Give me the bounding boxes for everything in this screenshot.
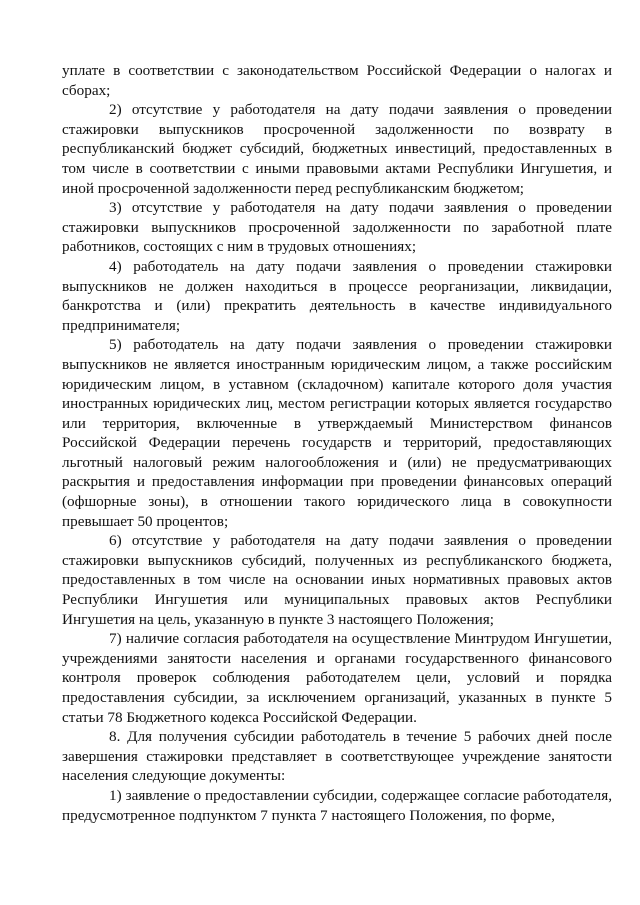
paragraph-continuation: уплате в соответствии с законодательством Российской Федерации о налогах и сборах; <box>62 62 612 99</box>
paragraph-section-8: 8. Для получения субсидии работодатель в течение 5 рабочих дней после завершения стажировки представляет в соответствующее учреждение занятости населения следующие документы: <box>62 728 612 785</box>
paragraph-item-6: 6) отсутствие у работодателя на дату подачи заявления о проведении стажировки выпускников субсидий, полученных из республиканского бюджета, предоставленных в том числе на основании иных нормативных правовых актов Республики Ингушетия или муниципальных правовых актов Республики Ингушетия на цель, указанную в пункте 3 настоящего Положения; <box>62 532 612 628</box>
paragraph-item-4: 4) работодатель на дату подачи заявления о проведении стажировки выпускников не должен находиться в процессе реорганизации, ликвидации, банкротства и (или) прекратить деятельность в качестве индивидуального предпринимателя; <box>62 257 612 334</box>
paragraph-item-5: 5) работодатель на дату подачи заявления о проведении стажировки выпускников не является иностранным юридическим лицом, а также российским юридическим лицом, в уставном (складочном) капитале которого доля участия иностранных юридических лиц, местом регистрации которых является государство или территория, включенные в утверждаемый Министерством финансов Российской Федерации перечень государств и территорий, предоставляющих льготный налоговый режим налогообложения и (или) не предусматривающих раскрытия и предоставления информации при проведении финансовых операций (офшорные зоны), в отношении такого юридического лица в совокупности превышает 50 процентов; <box>62 336 612 530</box>
paragraph-item-2: 2) отсутствие у работодателя на дату подачи заявления о проведении стажировки выпускников просроченной задолженности по возврату в республиканский бюджет субсидий, бюджетных инвестиций, предоставленных в том числе в соответствии с иными правовыми актами Республики Ингушетия, и иной просроченной задолженности перед республиканским бюджетом; <box>62 101 612 197</box>
paragraph-item-7: 7) наличие согласия работодателя на осуществление Минтрудом Ингушетии, учреждениями занятости населения и органами государственного финансового контроля проверок соблюдения работодателем цели, условий и порядка предоставления субсидии, за исключением организаций, указанных в пункте 5 статьи 78 Бюджетного кодекса Российской Федерации. <box>62 630 612 726</box>
paragraph-section-8-item-1: 1) заявление о предоставлении субсидии, содержащее согласие работодателя, предусмотренное подпунктом 7 пункта 7 настоящего Положения, по форме, <box>62 786 612 824</box>
paragraph-item-3: 3) отсутствие у работодателя на дату подачи заявления о проведении стажировки выпускников просроченной задолженности по заработной плате работников, состоящих с ним в трудовых отношениях; <box>62 199 612 256</box>
